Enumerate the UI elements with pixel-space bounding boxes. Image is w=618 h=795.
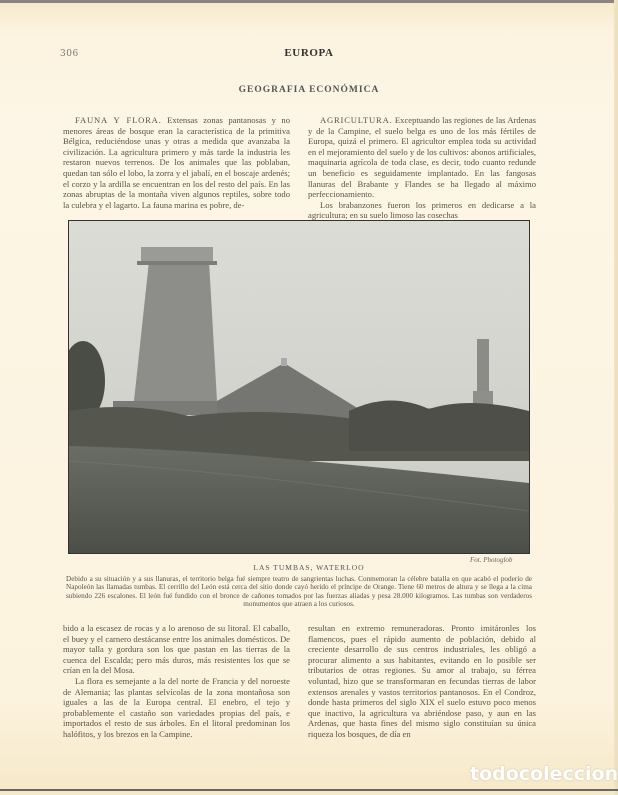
running-head: EUROPA	[284, 47, 334, 59]
figure-caption: Debido a su situación y a sus llanuras, el territorio belga fué siempre teatro de sangrientas luchas. Conmemoran la célebre batalla en que acabó el poderío de Napoleón las llamadas tumbas. El cerrillo del León está cerca del sitio donde cayó herido el príncipe de Orange. Tiene 60 metros de altura y se llega a la cima subiendo 226 escalones. El león fué fundido con el bronce de cañones tomados por las fuerzas aliadas y pesa 28.000 kilogramos. Las tumbas son verdaderos monumentos que atraen a los curiosos.	[66, 575, 532, 608]
scan-top-edge	[0, 0, 618, 3]
paragraph-lead: AGRICULTURA.	[320, 115, 393, 125]
column-top-right	[308, 115, 536, 221]
paragraph-flora: La flora es semejante a la del norte de Francia y del noroeste de Alemania; las plantas selvícolas de la zona montañosa son iguales a las de la Europa central. El enebro, el tejo y probablemente el castaño son variedades propias del país, e importados el resto de sus árboles. En el litoral predominan los halófitos, y los brezos en la Campine.	[63, 675, 290, 739]
column-bottom-right	[308, 623, 536, 740]
scan-bottom-edge	[0, 789, 618, 791]
paragraph-brabanzones: Los brabanzones fueron los primeros en dedicarse a la agricultura; en su suelo limoso las cosechas	[308, 199, 536, 221]
paragraph-fauna-flora	[63, 115, 290, 210]
column-top-left	[63, 115, 290, 210]
paragraph-animales: bido a la escasez de rocas y a lo arenoso de su litoral. El caballo, el buey y el carnero destácanse entre los animales domésticos. De mayor talla y gordura son los que pastan en las tierras de la cuenca del Escalda; pero más duros, más resistentes los que se crían en la del Mosa.	[63, 623, 290, 676]
photo-credit: Fot. Photoglob	[470, 556, 513, 564]
figure-photo	[68, 220, 530, 554]
paragraph-agricultura	[308, 115, 536, 200]
column-bottom-left	[63, 623, 290, 740]
section-title: GEOGRAFIA ECONÓMICA	[238, 85, 380, 95]
paragraph-text: Extensas zonas pantanosas y no menores áreas de bosque eran la característica de la primitiva Bélgica, reduciéndose unas y otras a medida que avanzaba la civilización. La agricultura primero y más tarde la industria les restaron nuevos terrenos. De los animales que las poblaban, quedan tan sólo el lobo, la zorra y el jabalí, en el boscaje ardenés; el corzo y la ardilla se encuentran en los del resto del país. En las zonas abruptas de la montaña viven algunos reptiles, sobre todo la culebra y el lagarto. La fauna marina es pobre, de-	[63, 115, 290, 210]
paragraph-flamencos: resultan en extremo remuneradoras. Pronto imitáronles los flamencos, pues el rápido aumento de población, debido al creciente desarrollo de sus centros industriales, les obligó a procurar alimento a sus habitantes, evitando en lo posible ser tributarios de otras regiones. Su amor al trabajo, su férrea voluntad, hizo que se transformaran en fecundas tierras de labor extensos arenales y vastos territorios pantanosos. En el Condroz, donde hasta primeros del siglo XIX el suelo estuvo poco menos que inactivo, la agricultura va abriéndose paso, y aun en las Ardenas, que hasta fines del mismo siglo constituían su única riqueza los bosques, de día en	[308, 623, 536, 739]
watermark-logo: todocoleccion	[470, 763, 618, 785]
photo-illustration	[69, 221, 529, 553]
paragraph-lead: FAUNA Y FLORA.	[75, 115, 162, 125]
scan-right-edge	[614, 0, 618, 795]
paragraph-text: Exceptuando las regiones de las Ardenas y de la Campine, el suelo belga es uno de los más fértiles de Europa, quizá el primero. El agricultor emplea toda su actividad en el mejoramiento del suelo y de los cultivos: abonos artificiales, maquinaria agrícola de toda clase, es decir, todo cuanto redunde un beneficio es seguidamente implantado. En las fangosas llanuras del Brabante y Flandes se ha llegado al máximo perfeccionamiento.	[308, 115, 536, 200]
figure-caption-title: LAS TUMBAS, WATERLOO	[253, 563, 365, 572]
page-number: 306	[60, 49, 79, 59]
